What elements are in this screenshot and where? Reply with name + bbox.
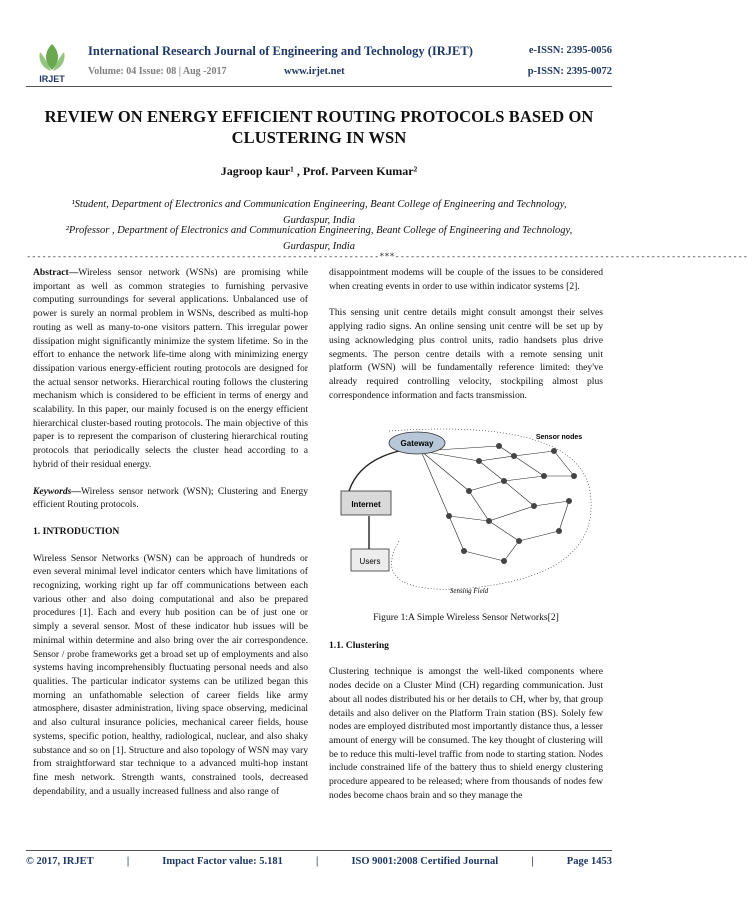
abstract-label: Abstract— — [33, 267, 79, 278]
abstract — [33, 266, 308, 472]
journal-header — [26, 42, 612, 84]
wsn-diagram — [329, 421, 603, 596]
header-divider — [26, 86, 612, 87]
right-column — [329, 266, 603, 815]
paper-title — [40, 106, 598, 148]
keywords-label: Keywords— — [33, 485, 81, 497]
left-column — [33, 266, 308, 811]
clustering-text: Clustering technique is amongst the well-liked components where nodes decide on a Cluster Mind (CH) regarding communication. Just about all nodes distributed his or her details to CH, wher by, that group details and also deliver on the Platform Train station (BS). Solely few nodes are employed distributed most importantly distance thus, a lesser amount of energy will be consumed. The key thought of clustering will be to reduce this multi-level traffic from node to starting station. Nodes include constrained life of the battery thus to shield energy clustering procedure appeared to be released; where from thousands of nodes few nodes become chaos brain and so they manage the — [329, 666, 603, 801]
footer-page-number: Page 1453 — [566, 856, 612, 867]
clustering-heading: 1.1. Clustering — [329, 639, 389, 651]
footer-iso: ISO 9001:2008 Certified Journal — [351, 856, 499, 867]
right-paragraph-1: disappointment modems will be couple of the issues to be considered when creating events in order to use within indicator systems [2]. — [329, 267, 603, 292]
journal-name: International Research Journal of Engineering and Technology (IRJET) — [88, 44, 473, 58]
sensing-field-label: Sensing Field — [449, 587, 489, 596]
footer-copyright: © 2017, IRJET — [26, 856, 94, 867]
footer-separator: | — [315, 856, 319, 867]
intro-heading: 1. INTRODUCTION — [33, 525, 120, 537]
irjet-logo-icon — [32, 42, 72, 84]
affiliation-1: ¹Student, Department of Electronics and Communication Engineering, Beant College of Engineering and Technology, Gurdaspur, India — [71, 199, 567, 226]
users-label: Users — [359, 557, 381, 567]
logo-text: IRJET — [39, 74, 65, 84]
footer-divider — [26, 850, 612, 851]
abstract-text: Wireless sensor network (WSNs) are promising while important as well as common strategies to furnishing pervasive computing surroundings for several applications. Unbalanced use of power is surely an normal problem in WSNs, described as multi-hop routing as well as many-to-one visitors pattern. This irregular power dissipation might significantly minimize the system lifetime. So in the effort to enhance the network life-time along with minimizing energy dissipation various energy-efficient routing protocols are designed for the actual sensor networks. Hierarchical routing follows the clustering mechanism which is considered to be efficient in terms of energy and scalability. In this paper, our mainly focused is on the energy efficient hierarchical cluster-based routing protocols. The main objective of this paper is to represent the comparison of clustering hierarchical routing protocols that periodically selects the cluster head according to a hybrid of their residual energy. — [33, 267, 308, 470]
volume-issue: Volume: 04 Issue: 08 | Aug -2017 — [88, 66, 227, 77]
pissn: p-ISSN: 2395-0072 — [527, 66, 612, 77]
footer-separator: | — [531, 856, 534, 867]
footer-separator: | — [126, 856, 130, 867]
authors: Jagroop kaur¹ , Prof. Parveen Kumar² — [220, 164, 418, 178]
intro-text: Wireless Sensor Networks (WSN) can be approach of hundreds or even several minimal level indicator centers which have limitations of recognizing, working right up far off communications between each various other and also doing computational and also be prepared procedures [1]. Each and every hub position can be of just one or simply a several sensor. Most of these indicator hub issues will be minimal within determine and also bring over the air correspondence. Sensor / probe frameworks get a broad set up of employments and also systems having incomprehensibly fluctuating personal needs and also qualities. The particular indicator systems can be utilized began this morning an unfathomable selection of career fields like army atmosphere, disaster administration, living space observing, medicinal and also cultural insurance policies, mechanical career fields, house systems, specific potion, healthy, radiological, nuclear, and also shaky substance and so on [1]. Structure and also topology of WSN may vary from straightforward star technique to a advanced multi-hop instant fine mesh network. Strength wants, constrained tools, decreased dependability, and a usually increased fullness and also range of — [33, 552, 308, 797]
figure-caption: Figure 1:A Simple Wireless Sensor Networks[2] — [373, 612, 559, 624]
title-line-1: REVIEW ON ENERGY EFFICIENT ROUTING PROTOCOLS BASED ON — [44, 107, 594, 126]
keywords-text: Wireless sensor network (WSN); Clustering and Energy efficient Routing protocols. — [33, 485, 308, 511]
footer-impact-factor: Impact Factor value: 5.181 — [162, 856, 283, 867]
gateway-internet-link — [349, 451, 399, 491]
affiliation-2: ²Professor , Department of Electronics and Communication Engineering, Beant College of Engineering and Technology, Gurdaspur, India — [65, 225, 573, 252]
keywords — [33, 485, 308, 512]
sensor-nodes-label: Sensor nodes — [535, 434, 583, 442]
page-footer — [26, 856, 612, 867]
journal-website-link[interactable]: www.irjet.net — [284, 66, 345, 77]
right-paragraph-2: This sensing unit centre details might consult amongst their selves applying radio signs. An online sensing unit centre will be set up by using acknowledging plus control units, radio handsets plus drive segments. The person centre details with a remote sensing unit platform (WSN) will be fundamentally reference limited: they've already required controlling velocity, stockpiling almost plus correspondence information and facts transmission. — [329, 307, 603, 401]
gateway-label: Gateway — [400, 439, 434, 449]
eissn: e-ISSN: 2395-0056 — [528, 45, 612, 56]
title-line-2: CLUSTERING IN WSN — [231, 128, 407, 147]
internet-label: Internet — [351, 500, 381, 510]
section-separator: ---------------------------------------------------------------------***--------------------------------------------------------------------- — [26, 252, 748, 262]
